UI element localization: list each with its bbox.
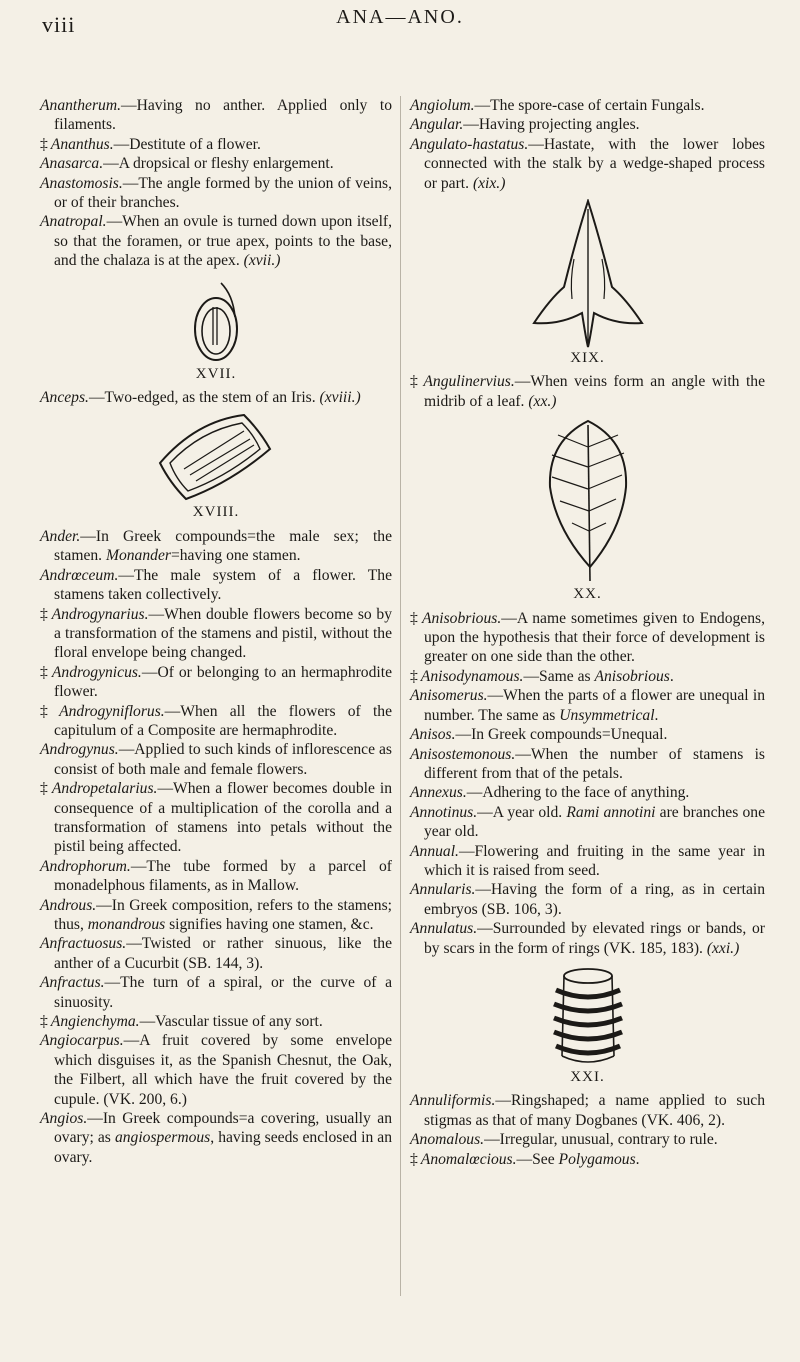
dagger-mark: ‡ — [410, 1150, 418, 1168]
definition: —The angle formed by the union of veins, or of their branches. — [54, 174, 392, 212]
figure-20-caption: XX. — [573, 586, 602, 603]
dagger-mark: ‡ — [40, 780, 49, 798]
definition: —In Greek compounds=Unequal. — [455, 726, 668, 744]
definition: —Flowering and fruiting in the same year in which it is raised from seed. — [424, 842, 765, 879]
definition: —Vascular tissue of any sort. — [139, 1013, 323, 1031]
definition: —A year old. — [477, 803, 567, 821]
entry — [40, 566, 392, 605]
definition: —Applied to such kinds of inflorescence as consist of both male and female flowers. — [54, 741, 392, 778]
entry — [410, 667, 765, 686]
dagger-mark: ‡ — [40, 135, 48, 153]
headword: Annotinus. — [410, 803, 478, 821]
definition: —When the number of stamens is different from that of the petals. — [424, 745, 765, 782]
headword: Annual. — [410, 842, 459, 860]
definition: —When double flowers become so by a transformation of the stamens and pistil, without the floral envelope being changed. — [54, 605, 392, 662]
definition: —A fruit covered by some envelope which disguises it, as the Spanish Chesnut, the Oak, the Filbert, all which have the fruit covered by the cupule. (VK. 200, 6.) — [54, 1032, 392, 1108]
entry — [40, 896, 392, 935]
headword: Anomalous. — [410, 1131, 485, 1149]
definition: —Of or belonging to an hermaphrodite flower. — [54, 663, 392, 701]
definition: —Surrounded by elevated rings or bands, or by scars in the form of rings (VK. 185, 183). — [424, 920, 765, 957]
entry-group — [410, 1091, 765, 1149]
definition: —The turn of a spiral, or the curve of a sinuosity. — [54, 974, 392, 1011]
definition: —In Greek compounds=the male sex; the stamen. — [54, 527, 392, 565]
headword: Androus. — [40, 896, 97, 914]
entry — [410, 1150, 765, 1169]
definition: —Having projecting angles. — [463, 116, 640, 134]
definition: —When all the flowers of the capitulum of a Composite are hermaphrodite. — [54, 702, 392, 739]
headword: Angulinervius. — [423, 373, 515, 391]
entry — [40, 779, 392, 857]
definition: —Destitute of a flower. — [113, 135, 261, 153]
entry — [410, 880, 765, 919]
headword: Anisomerus. — [410, 687, 488, 705]
definition: —See — [516, 1150, 559, 1168]
definition: —The tube formed by a parcel of monadelphous filaments, as in Mallow. — [54, 857, 392, 895]
definition: —Twisted or rather sinuous, like the anther of a Cucurbit (SB. 144, 3). — [54, 935, 392, 972]
headword: Annexus. — [410, 784, 467, 802]
definition: —Hastate, with the lower lobes connected with the stalk by a wedge-shaped process or part. — [424, 135, 765, 192]
entry — [40, 154, 392, 173]
right-column — [410, 96, 765, 1169]
headword: Androgynarius. — [51, 605, 149, 623]
dagger-mark: ‡ — [40, 702, 57, 720]
entry — [410, 686, 765, 725]
headword: Annuliformis. — [410, 1092, 496, 1110]
definition: —When the parts of a flower are unequal in number. The same as — [424, 687, 765, 724]
definition: —Two-edged, as the stem of an Iris. — [88, 389, 320, 407]
entry — [40, 702, 392, 741]
headword: Androgynus. — [40, 741, 119, 759]
left-column — [40, 96, 392, 1167]
headword: Ananthus. — [50, 135, 114, 153]
entry — [40, 388, 392, 407]
entry-group — [40, 934, 392, 1109]
definition: —When a flower becomes double in consequence of a multiplication of the corolla and a transformation of stamens into petals without the pistil being affected. — [54, 780, 392, 856]
figure-ref: (xxi.) — [706, 939, 740, 957]
definition: —Having no anther. Applied only to filaments. — [54, 97, 392, 134]
figure-20-veined-leaf — [542, 417, 634, 585]
entry — [40, 1012, 392, 1031]
entry — [410, 919, 765, 958]
entry-group — [410, 725, 765, 803]
figure-18-caption: XVIII. — [192, 504, 240, 521]
entry — [410, 96, 765, 115]
definition: =having one stamen. — [170, 547, 301, 565]
definition: signifies having one stamen, &c. — [165, 916, 374, 933]
entry — [410, 372, 765, 411]
definition: —When veins form an angle with the midrib of a leaf. — [424, 373, 765, 410]
entry — [410, 1091, 765, 1130]
definition: —Ringshaped; a name applied to such stigmas as that of many Dogbanes (VK. 406, 2). — [424, 1092, 765, 1129]
definition: —The spore-case of certain Fungals. — [474, 97, 705, 114]
entry — [40, 740, 392, 779]
figure-19-caption: XIX. — [570, 350, 605, 367]
italic-term: angiospermous — [114, 1129, 211, 1147]
definition: are branches one year old. — [424, 803, 765, 841]
figure-19-hastate-leaf — [530, 199, 646, 349]
dagger-mark: ‡ — [410, 667, 418, 685]
page-number: viii — [42, 12, 76, 37]
definition: —A dropsical or fleshy enlargement. — [103, 155, 334, 173]
headword: Angulato-hastatus. — [410, 135, 529, 153]
dagger-mark: ‡ — [40, 1013, 48, 1031]
entry-group — [40, 566, 392, 896]
figure-ref: (xx.) — [528, 392, 557, 410]
entry — [40, 135, 392, 154]
headword: Andropetalarius. — [51, 780, 158, 798]
headword: Anantherum. — [40, 97, 121, 114]
definition: —In Greek compounds=a covering, usually an ovary; as — [54, 1110, 392, 1147]
headword: Anasarca. — [40, 155, 104, 173]
entry — [40, 973, 392, 1012]
figure-ref: (xix.) — [472, 174, 506, 192]
headword: Anisobrious. — [421, 609, 502, 627]
dagger-mark: ‡ — [410, 373, 421, 391]
definition: —Same as — [523, 667, 595, 685]
definition: —The male system of a flower. The stamens taken collectively. — [54, 566, 392, 604]
headword: Angiocarpus. — [40, 1032, 124, 1050]
entry — [410, 783, 765, 802]
definition: . — [654, 706, 659, 724]
figure-18-stem-section — [156, 413, 276, 503]
figure-21-annulate-stem — [542, 964, 634, 1068]
definition: , having seeds enclosed in an ovary. — [54, 1129, 393, 1166]
headword: Angienchyma. — [50, 1013, 140, 1031]
definition: —Having the form of a ring, as in certain embryos (SB. 106, 3). — [424, 881, 765, 918]
figure-21-caption: XXI. — [570, 1068, 605, 1085]
entry — [410, 842, 765, 881]
column-rule — [400, 96, 401, 1296]
entry — [40, 527, 392, 566]
figure-ref: (xviii.) — [319, 389, 361, 407]
entry — [40, 1031, 392, 1109]
entry-group — [410, 609, 765, 687]
headword: Ander. — [40, 527, 81, 545]
headword: Anisostemonous. — [410, 745, 516, 763]
headword: Androgynicus. — [51, 663, 142, 681]
italic-term: Anisobrious — [594, 667, 670, 685]
headword: Anomalœcious. — [420, 1150, 517, 1168]
definition: —A name sometimes given to Endogens, upon the hypothesis that their force of development is greater on one side than the other. — [424, 609, 765, 666]
italic-term: Unsymmetrical — [559, 706, 655, 724]
entry — [40, 934, 392, 973]
entry — [40, 96, 392, 135]
definition: . — [635, 1150, 640, 1168]
italic-term: Monander — [105, 547, 171, 565]
entry — [40, 1109, 392, 1167]
entry — [40, 605, 392, 663]
figure-17-caption: XVII. — [195, 365, 237, 382]
headword: Anisos. — [410, 726, 456, 744]
headword: Angios. — [40, 1110, 88, 1128]
entry — [410, 115, 765, 134]
definition: —When an ovule is turned down upon itself, so that the foramen, or true apex, points to the base, and the chalaza is at the apex. — [54, 213, 392, 270]
headword: Anceps. — [40, 389, 89, 407]
headword: Anatropal. — [40, 213, 107, 231]
headword: Annulatus. — [410, 920, 478, 938]
italic-term: monandrous — [87, 916, 166, 933]
italic-term: Polygamous — [558, 1150, 636, 1168]
headword: Androgyniflorus. — [59, 702, 165, 720]
definition: —Irregular, unusual, contrary to rule. — [484, 1131, 718, 1149]
definition: —In Greek composition, refers to the stamens; thus, — [54, 896, 392, 933]
entry-group — [410, 96, 765, 193]
entry — [410, 135, 765, 193]
entry — [410, 745, 765, 784]
entry — [40, 663, 392, 702]
headword: Anfractus. — [40, 974, 105, 992]
entry — [410, 803, 765, 842]
headword: Angular. — [410, 116, 464, 134]
italic-term: Rami annotini — [566, 803, 656, 821]
dagger-mark: ‡ — [40, 663, 49, 681]
dagger-mark: ‡ — [410, 609, 419, 627]
headword: Anastomosis. — [40, 174, 123, 192]
entry — [40, 857, 392, 896]
entry — [40, 212, 392, 270]
entry-group — [410, 842, 765, 958]
entry — [40, 174, 392, 213]
figure-ref: (xvii.) — [243, 252, 281, 270]
entry-group — [40, 96, 392, 271]
dagger-mark: ‡ — [40, 605, 49, 623]
headword: Annularis. — [410, 881, 476, 899]
running-head: ANA—ANO. — [336, 6, 464, 28]
entry — [410, 1130, 765, 1149]
headword: Angiolum. — [410, 97, 475, 114]
headword: Anfractuosus. — [40, 935, 127, 953]
entry — [410, 725, 765, 744]
figure-17-ovule — [191, 277, 241, 365]
headword: Andrœceum. — [40, 566, 119, 584]
headword: Androphorum. — [40, 857, 131, 875]
headword: Anisodynamous. — [420, 667, 524, 685]
definition: . — [669, 667, 674, 685]
definition: —Adhering to the face of anything. — [466, 784, 690, 802]
entry — [410, 609, 765, 667]
